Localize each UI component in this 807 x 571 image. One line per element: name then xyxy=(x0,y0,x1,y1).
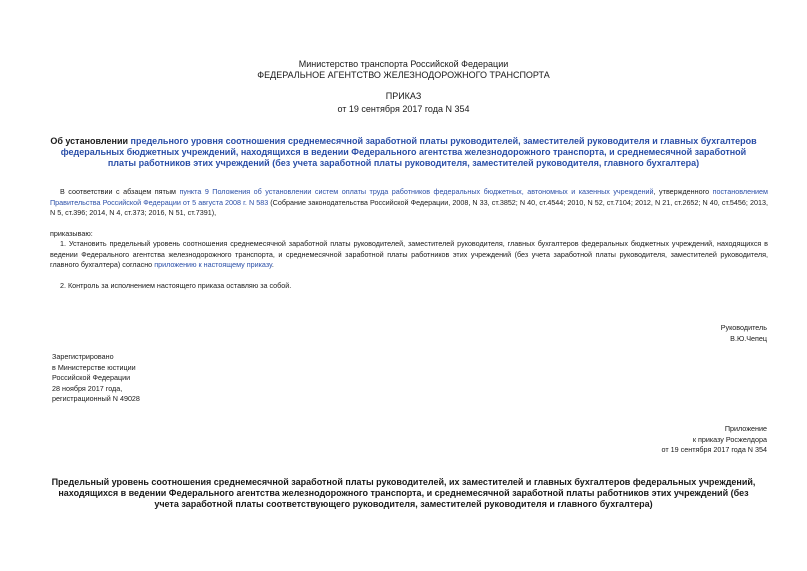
signature-name: В.Ю.Чепец xyxy=(730,334,767,343)
appendix-line: к приказу Росжелдора xyxy=(692,434,767,444)
doc-date: от 19 сентября 2017 года N 354 xyxy=(337,104,470,114)
order-word: приказываю: xyxy=(50,229,93,238)
appendix-line: Приложение xyxy=(724,424,767,433)
order-item-2: 2. Контроль за исполнением настоящего приказа оставляю за собой. xyxy=(60,281,292,290)
registration-line: 28 ноября 2017 года, xyxy=(52,383,123,393)
signature-role: Руководитель xyxy=(720,323,767,332)
registration-line: регистрационный N 49028 xyxy=(52,394,140,403)
order-item-1: 1. Установить предельный уровень соотношения среднемесячной заработной платы руководителей, заместителей руководителя, главных бухгалтеров федеральных бюджетных учреждений, находящихся в ведении Федерального агентства железнодорожного транспорта, и среднемесячной заработной платы работников этих учреждений (без учета заработной платы руководителя, заместителей руководителя, главного бухгалтера) согласно приложению к настоящему приказу. xyxy=(50,239,768,269)
appendix-title: Предельный уровень соотношения среднемесячной заработной платы руководителей, их заместителей и главных бухгалтеров федеральных учреждений, находящихся в ведении Федерального агентства железнодорожного транспорта, и среднемесячной заработной платы работников этих учреждений (без учета заработной платы соответствующего руководителя, заместителей руководителя и главного бухгалтера) xyxy=(51,477,756,509)
agency-name: ФЕДЕРАЛЬНОЕ АГЕНТСТВО ЖЕЛЕЗНОДОРОЖНОГО ТРАНСПОРТА xyxy=(257,70,550,80)
registration-line: Зарегистрировано xyxy=(52,352,114,361)
appendix-reference xyxy=(662,424,767,456)
registration-line: Российской Федерации xyxy=(52,373,131,382)
order-title-prefix: Об установлении xyxy=(50,136,131,146)
doc-type: ПРИКАЗ xyxy=(385,91,422,101)
ministry-name: Министерство транспорта Российской Федерации xyxy=(298,59,509,69)
order-title-link[interactable]: предельного уровня соотношения среднемесячной заработной платы руководителей, заместителей руководителя и главных бухгалтеров федеральных бюджетных учреждений, находящихся в ведении Федерального агентства железнодорожного транспорта, и среднемесячной заработной платы работников этих учреждений (без учета заработной платы руководителя, заместителей руководителя, главного бухгалтера) xyxy=(60,136,757,168)
preamble-paragraph: В соответствии с абзацем пятым пункта 9 Положения об установлении систем оплаты труда работников федеральных бюджетных, автономных и казенных учреждений, утвержденного постановлением Правительства Российской Федерации от 5 августа 2008 г. N 583 (Собрание законодательства Российской Федерации, 2008, N 33, ст.3852; N 40, ст.4544; 2010, N 52, ст.7104; 2012, N 21, ст.2652; N 40, ст.5456; 2013, N 5, ст.396; 2014, N 4, ст.373; 2016, N 51, ст.7391), xyxy=(50,187,768,217)
appendix-link[interactable]: приложению к настоящему приказу xyxy=(154,260,272,269)
clause-9-link[interactable]: пункта 9 Положения об установлении систем оплаты труда работников федеральных бюджетных, автономных и казенных учреждений xyxy=(179,187,654,196)
registration-block xyxy=(52,352,140,405)
government-decree-link[interactable]: постановлением Правительства Российской Федерации от 5 августа 2008 г. N 583 xyxy=(50,187,768,207)
order-title xyxy=(48,136,759,169)
appendix-line: от 19 сентября 2017 года N 354 xyxy=(661,445,767,454)
registration-line: в Министерстве юстиции xyxy=(52,362,136,372)
